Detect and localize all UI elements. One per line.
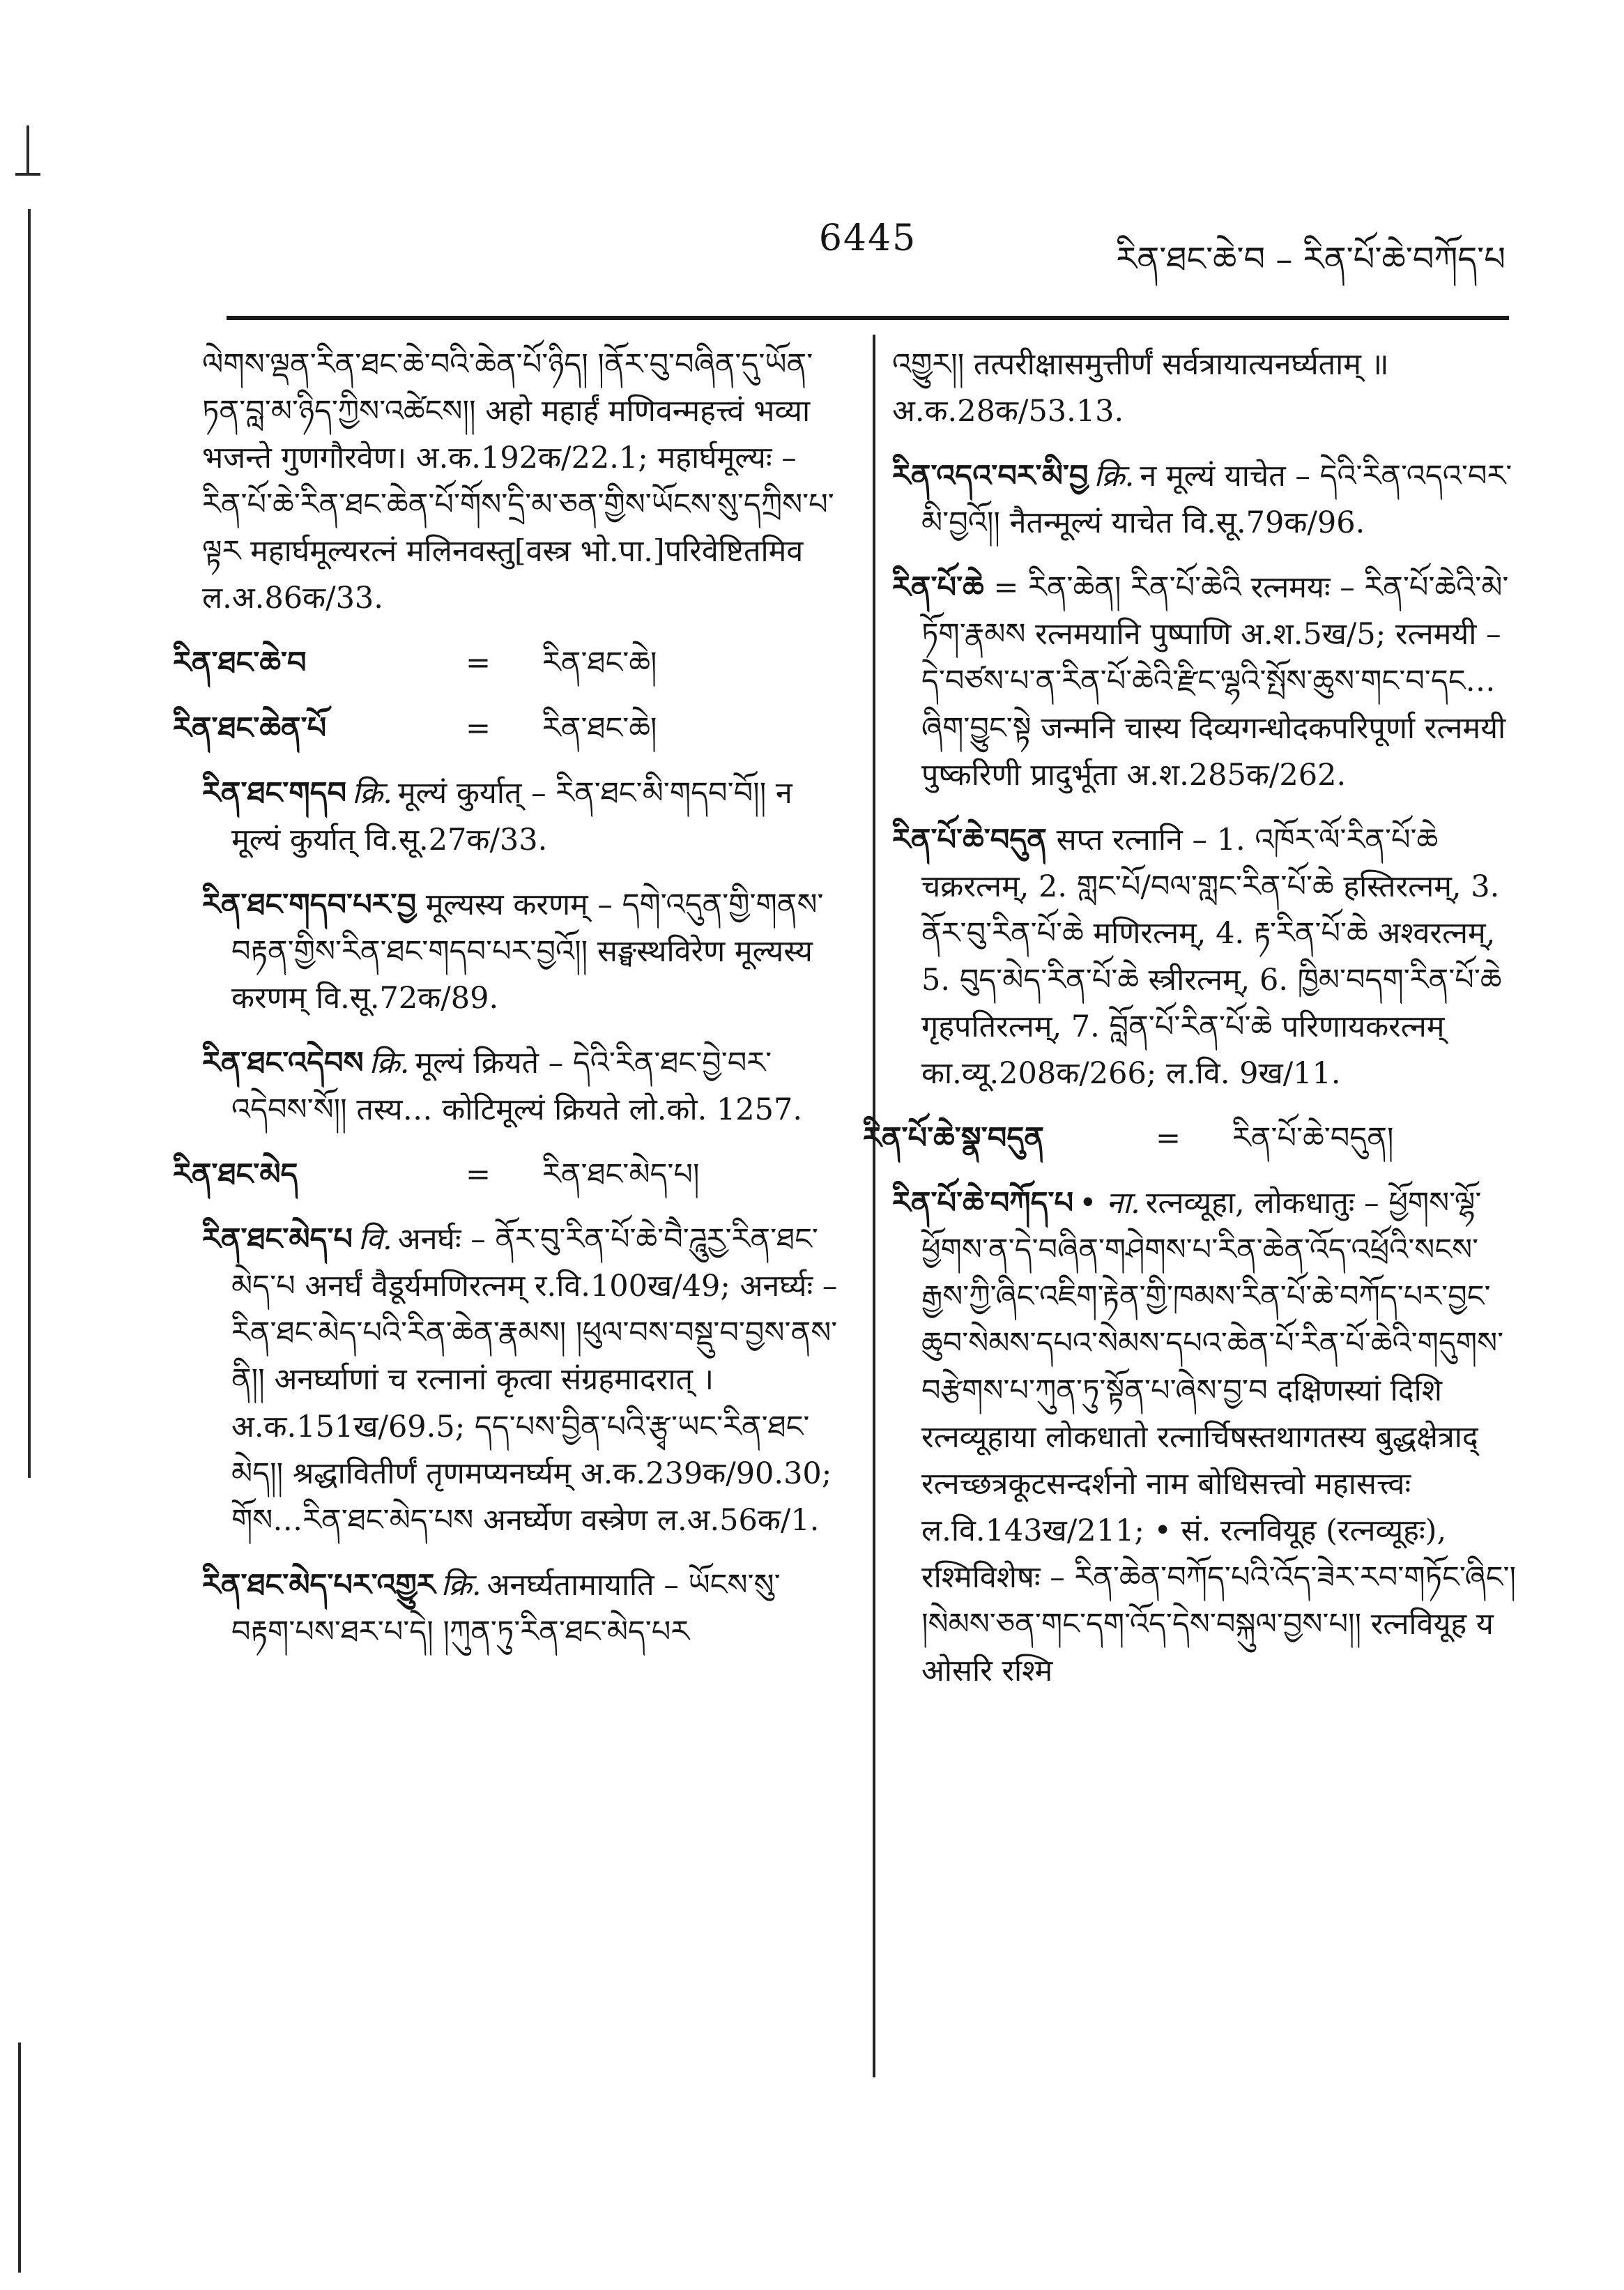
headword: རིན་ཐང་འདེབས <box>202 1046 364 1081</box>
headword: རིན་པོ་ཆེ་བཀོད་པ <box>892 1186 1074 1221</box>
cross-reference-entry <box>173 705 843 752</box>
top-rule <box>227 316 1509 320</box>
cross-reference-target: རིན་ཐང་ཆེ། <box>542 646 657 681</box>
scan-mark-top <box>26 125 29 174</box>
dictionary-entry <box>202 1040 843 1133</box>
definition-text: = རིན་ཆེན། རིན་པོ་ཆེའི रत्नमयः – རིན་པོ་ཆེའི་མེ་ཏོག་རྣམས रत्नमयानि पुष्पाणि अ.श.5ख/5; रत्नमयी – དེ་བཙས་པ་ན་རིན་པོ་ཆེའི་རྫིང་ལྷའི་སྤོས་ཆུས་གང་བ་དང…ཞིག་བྱུང་སྟེ जन्मनि चास्य दिव्यगन्धोदकपरिपूर्णा रत्नमयी पुष्करिणी प्रादुर्भूता अ.श.285क/262. <box>921 570 1509 793</box>
equals-sign: = <box>1156 1121 1181 1157</box>
scan-mark-top-foot <box>15 173 40 176</box>
definition-text: अनर्घः – ནོར་བུ་རིན་པོ་ཆེ་བཻ་ཌཱུརྱ་རིན་ཐང་མེད་པ अनर्घं वैडूर्यमणिरत्नम् र.वि.100ख/49; अनर्घ्यः – རིན་ཐང་མེད་པའི་རིན་ཆེན་རྣམས། །ཕུལ་བས་བསྡུ་བ་བྱས་ནས་ནི།། अनर्घ्याणां च रत्नानां कृत्वा संग्रहमादरात् । अ.क.151ख/69.5; དད་པས་བྱིན་པའི་རྩྭ་ཡང་རིན་ཐང་མེད།། श्रद्धावितीर्णं तृणमप्यनर्घ्यम् अ.क.239क/90.30; གོས…རིན་ཐང་མེད་པས अनर्घ्येण वस्त्रेण ल.अ.56क/1. <box>231 1222 838 1538</box>
part-of-speech: क्रि. <box>352 775 392 811</box>
headword: རིན་པོ་ཆེ་བདུན <box>892 822 1047 857</box>
definition-text: न मूल्यं याचेत – དེའི་རིན་འདའ་བར་མི་བྱའོ།། नैतन्मूल्यं याचेत वि.सू.79क/96. <box>921 459 1512 541</box>
headword: རིན་ཐང་གདབ <box>202 775 347 811</box>
headword: རིན་འདའ་བར་མི་བྱ <box>892 459 1089 494</box>
cross-reference-entry <box>863 1115 1519 1162</box>
continued-entry-text: འགྱུར།། तत्परीक्षासमुत्तीर्णं सर्वत्रायात्यनर्घ्यताम् ॥ अ.क.28क/53.13. <box>892 347 1389 429</box>
definition-text: सप्त रत्नानि – 1. འཁོར་ལོ་རིན་པོ་ཆེ चक्ररत्नम्, 2. གླང་པོ/བལ་གླང་རིན་པོ་ཆེ हस्तिरत्नम्, 3. ནོར་བུ་རིན་པོ་ཆེ मणिरत्नम्, 4. རྟ་རིན་པོ་ཆེ अश्वरत्नम्, 5. བུད་མེད་རིན་པོ་ཆེ स्त्रीरत्नम्, 6. ཁྱིམ་བདག་རིན་པོ་ཆེ गृहपतिरत्नम्, 7. བློན་པོ་རིན་པོ་ཆེ परिणायकरत्नम् का.व्यू.208क/266; ल.वि. 9ख/11. <box>921 822 1502 1092</box>
continued-entry-text: ལེགས་ལྡན་རིན་ཐང་ཆེ་བའི་ཆེན་པོ་ཉིད། །ནོར་བུ་བཞིན་དུ་ཡོན་ཏན་བླ་མ་ཉིད་ཀྱིས་འཚེངས།། अहो महार्हं मणिवन्महत्त्वं भव्या भजन्ते गुणगौरवेण। अ.क.192क/22.1; महार्घमूल्यः – རིན་པོ་ཆེ་རིན་ཐང་ཆེན་པོ་གོས་དྲི་མ་ཅན་གྱིས་ཡོངས་སུ་དཀྲིས་པ་ལྟར महार्घमूल्यरत्नं मलिनवस्तु[वस्त्र भो.पा.]परिवेष्टितमिव ल.अ.86क/33. <box>202 347 834 616</box>
equals-sign: = <box>466 1157 491 1193</box>
headword: རིན་ཐང་ཆེན་པོ <box>173 710 327 746</box>
part-of-speech: क्रि. <box>369 1046 410 1081</box>
headword: རིན་ཐང་ཆེ་བ <box>173 646 307 681</box>
dictionary-entry <box>892 453 1519 547</box>
dictionary-entry <box>892 1180 1519 1695</box>
headword: རིན་པོ་ཆེ <box>892 570 984 606</box>
dictionary-entry <box>202 1562 843 1656</box>
part-of-speech: वि. <box>358 1222 392 1258</box>
running-head: རིན་ཐང་ཆེ་བ – རིན་པོ་ཆེ་བཀོད་པ <box>1116 240 1506 279</box>
right-column <box>863 342 1519 1713</box>
definition-text: मूल्यस्य करणम् – དགེ་འདུན་གྱི་གནས་བརྟན་གྱིས་རིན་ཐང་གདབ་པར་བྱའོ།། सङ्घस्थविरेण मूल्यस्य करणम् वि.सू.72क/89. <box>231 887 824 1016</box>
headword: རིན་ཐང་མེད་པ <box>202 1222 353 1258</box>
scan-mark-bottom <box>18 2043 21 2273</box>
cross-reference-entry <box>173 640 843 687</box>
definition-text: मूल्यं कुर्यात् – རིན་ཐང་མི་གདབ་བོ།། न मूल्यं कुर्यात् वि.सू.27क/33. <box>231 775 792 857</box>
headword: རིན་ཐང་མེད་པར་འགྱུར <box>202 1567 436 1603</box>
page-number: 6445 <box>818 217 917 259</box>
cross-reference-target: རིན་ཐང་མེད་པ། <box>542 1157 700 1193</box>
column-divider <box>873 335 875 2077</box>
left-column <box>173 342 843 1674</box>
dictionary-entry <box>892 565 1519 798</box>
definition-text: अनर्घ्यतामायाति – ཡོངས་སུ་བརྟག་པས་ཐར་པ་དེ། །ཀུན་ཏུ་རིན་ཐང་མེད་པར <box>231 1567 781 1649</box>
dictionary-entry <box>202 1216 843 1544</box>
scan-mark-mid <box>28 209 31 1478</box>
part-of-speech: क्रि. <box>1094 459 1135 494</box>
dictionary-entry <box>202 882 843 1022</box>
headword: རིན་ཐང་མེད <box>173 1157 298 1193</box>
equals-sign: = <box>466 710 491 746</box>
headword: རིན་པོ་ཆེ་སྣ་བདུན <box>863 1121 1044 1157</box>
definition-text: मूल्यं क्रियते – དེའི་རིན་ཐང་བྱེ་བར་འདེབས་སོ།། तस्य… कोटिमूल्यं क्रियते लो.को. 1257. <box>231 1046 803 1128</box>
part-of-speech: • ना. <box>1079 1186 1140 1221</box>
cross-reference-target: རིན་ཐང་ཆེ། <box>542 710 657 746</box>
dictionary-entry <box>892 817 1519 1097</box>
definition-text: रत्नव्यूहा, लोकधातुः – ཕྱོགས་ལྷོ་ཕྱོགས་ན་དེ་བཞིན་གཤེགས་པ་རིན་ཆེན་འོད་འཕྲོའི་སངས་རྒྱས་ཀྱི་ཞིང་འཇིག་རྟེན་གྱི་ཁམས་རིན་པོ་ཆེ་བཀོད་པར་བྱང་ཆུབ་སེམས་དཔའ་སེམས་དཔའ་ཆེན་པོ་རིན་པོ་ཆེའི་གདུགས་བརྩེགས་པ་ཀུན་ཏུ་སྟོན་པ་ཞེས་བྱ་བ दक्षिणस्यां दिशि रत्नव्यूहाया लोकधातो रत्नार्चिषस्तथागतस्य बुद्धक्षेत्राद् रत्नच्छत्रकूटसन्दर्शनो नाम बोधिसत्त्वो महासत्त्वः ल.वि.143ख/211; • सं. रत्नवियूह (रत्नव्यूहः), रश्मिविशेषः – རིན་ཆེན་བཀོད་པའི་འོད་ཟེར་རབ་གཏོང་ཞིང་། །སེམས་ཅན་གང་དག་འོད་དེས་བསྐུལ་བྱས་པ།། रत्नवियूह य ओसरि रश्मि <box>921 1186 1517 1689</box>
equals-sign: = <box>466 646 491 681</box>
headword: རིན་ཐང་གདབ་པར་བྱ <box>202 887 417 922</box>
dictionary-entry <box>202 770 843 864</box>
cross-reference-entry <box>173 1152 843 1198</box>
cross-reference-target: རིན་པོ་ཆེ་བདུན། <box>1232 1121 1394 1157</box>
part-of-speech: क्रि. <box>441 1567 482 1603</box>
